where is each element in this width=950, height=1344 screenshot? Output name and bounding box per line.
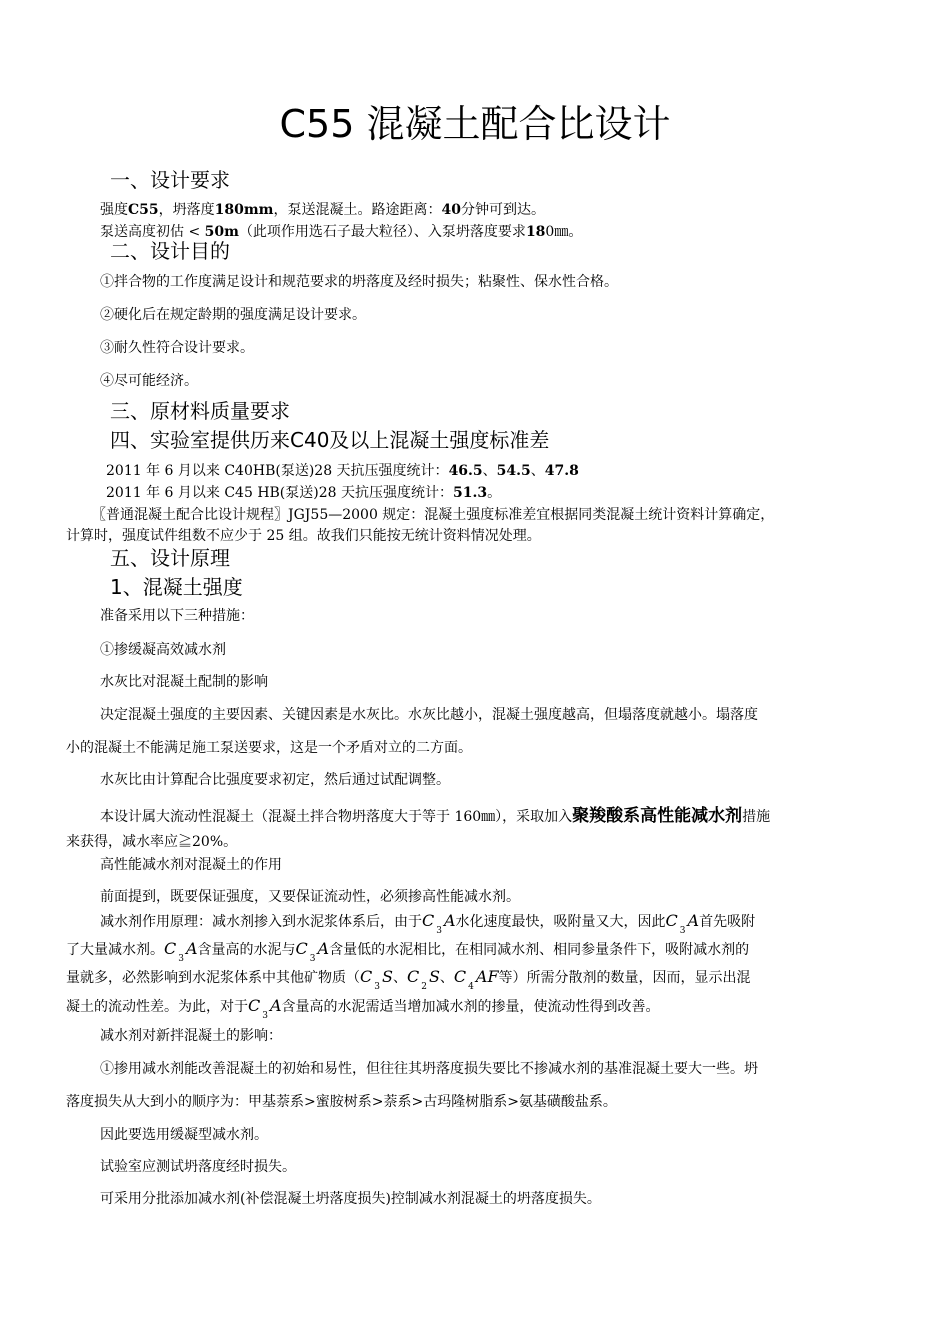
page-title: C55 混凝土配合比设计 [279,102,671,146]
heading-design-requirements: 一、设计要求 [110,168,230,192]
subheading-concrete-strength: 1、混凝土强度 [110,575,243,599]
spec-note-line-2: 计算时，强度试件组数不应少于 25 组。故我们只能按无统计资料情况处理。 [66,528,541,544]
paragraph-admixture-line-1: 本设计属大流动性混凝土（混凝土拌合物坍落度大于等于 160㎜），采取加入聚羧酸系高性能减水剂措施 [100,806,771,826]
paragraph-wc-ratio-line-1: 决定混凝土强度的主要因素、关键因素是水灰比。水灰比越小，混凝土强度越高，但塌落度就越小。塌落度 [100,707,758,723]
heading-design-purpose: 二、设计目的 [110,239,230,263]
c3a-formula: $C_3A$ [665,911,700,936]
c3a-formula: $C_3A$ [295,939,330,964]
mechanism-line-2: 了大量减水剂。$C_3A$含量高的水泥与$C_3A$含量低的水泥相比，在相同减水剂、相同参量条件下，吸附减水剂的 [66,939,750,964]
stats-line-c40: 2011 年 6 月以来 C40HB(泵送)28 天抗压强度统计：46.5、54.5、47.8 [106,463,579,479]
c3s-formula: $C_3S$ [360,967,393,992]
requirement-line-2: 泵送高度初估 < 50m（此项作用选石子最大粒径）、入泵坍落度要求180㎜。 [100,224,583,240]
heading-strength-std-dev: 四、实验室提供历来C40及以上混凝土强度标准差 [110,428,550,452]
purpose-item-1: ①拌合物的工作度满足设计和规范要求的坍落度及经时损失；粘聚性、保水性合格。 [100,274,618,290]
paragraph-retarder: 因此要选用缓凝型减水剂。 [100,1127,268,1143]
mechanism-line-4: 凝土的流动性差。为此，对于$C_3A$含量高的水泥需适当增加减水剂的掺量，使流动性得到改善。 [66,996,660,1021]
paragraph-fresh-concrete-heading: 减水剂对新拌混凝土的影响： [100,1028,282,1044]
stats-line-c45: 2011 年 6 月以来 C45 HB(泵送)28 天抗压强度统计：51.3。 [106,485,502,501]
admixture-name: 聚羧酸系高性能减水剂 [572,806,743,826]
c3a-formula: $C_3A$ [248,996,282,1021]
paragraph-slump-loss-line-1: ①掺用减水剂能改善混凝土的初始和易性，但往往其坍落度损失要比不掺减水剂的基准混凝土要大一些。坍 [100,1061,758,1077]
c2s-formula: $C_2S$ [406,967,440,992]
mechanism-line-3: 量就多，必然影响到水泥浆体系中其他矿物质（$C_3S$、$C_2S$、$C_4AF$等）所需分散剂的数量，因而，显示出混 [66,967,751,992]
mechanism-line-1: 减水剂作用原理：减水剂掺入到水泥浆体系后，由于$C_3A$水化速度最快，吸附量又大，因此$C_3A$首先吸附 [100,911,756,936]
paragraph-admixture-effect-heading: 高性能减水剂对混凝土的作用 [100,857,282,873]
paragraph-slump-loss-line-2: 落度损失从大到小的顺序为：甲基萘系>蜜胺树系>萘系>古玛隆树脂系>氨基磺酸盐系。 [66,1094,617,1110]
heading-design-principle: 五、设计原理 [110,546,230,570]
purpose-item-4: ④尽可能经济。 [100,373,198,389]
paragraph-wc-ratio-heading: 水灰比对混凝土配制的影响 [100,674,268,690]
requirement-line-1: 强度C55，坍落度180mm，泵送混凝土。路途距离：40分钟可到达。 [100,202,545,218]
paragraph-wc-ratio-line-2: 小的混凝土不能满足施工泵送要求，这是一个矛盾对立的二方面。 [66,740,472,756]
paragraph-measures-intro: 准备采用以下三种措施： [100,608,254,624]
c3a-formula: $C_3A$ [164,939,198,964]
paragraph-wc-ratio-trial: 水灰比由计算配合比强度要求初定，然后通过试配调整。 [100,772,450,788]
paragraph-lab-test: 试验室应测试坍落度经时损失。 [100,1159,296,1175]
paragraph-batch-dosing: 可采用分批添加减水剂(补偿混凝土坍落度损失)控制减水剂混凝土的坍落度损失。 [100,1191,601,1207]
spec-note-line-1: 〖普通混凝土配合比设计规程〗JGJ55—2000 规定：混凝土强度标准差宜根据同类混凝土统计资料计算确定， [92,507,775,523]
measure-item-1: ①掺缓凝高效减水剂 [100,642,226,658]
paragraph-admixture-line-2: 来获得，减水率应≧20%。 [66,834,238,850]
purpose-item-3: ③耐久性符合设计要求。 [100,340,254,356]
c3a-formula: $C_3A$ [422,911,456,936]
c4af-formula: $C_4AF$ [453,967,499,992]
paragraph-admixture-effect: 前面提到，既要保证强度，又要保证流动性，必须掺高性能减水剂。 [100,889,520,905]
heading-material-quality: 三、原材料质量要求 [110,399,290,423]
purpose-item-2: ②硬化后在规定龄期的强度满足设计要求。 [100,307,366,323]
